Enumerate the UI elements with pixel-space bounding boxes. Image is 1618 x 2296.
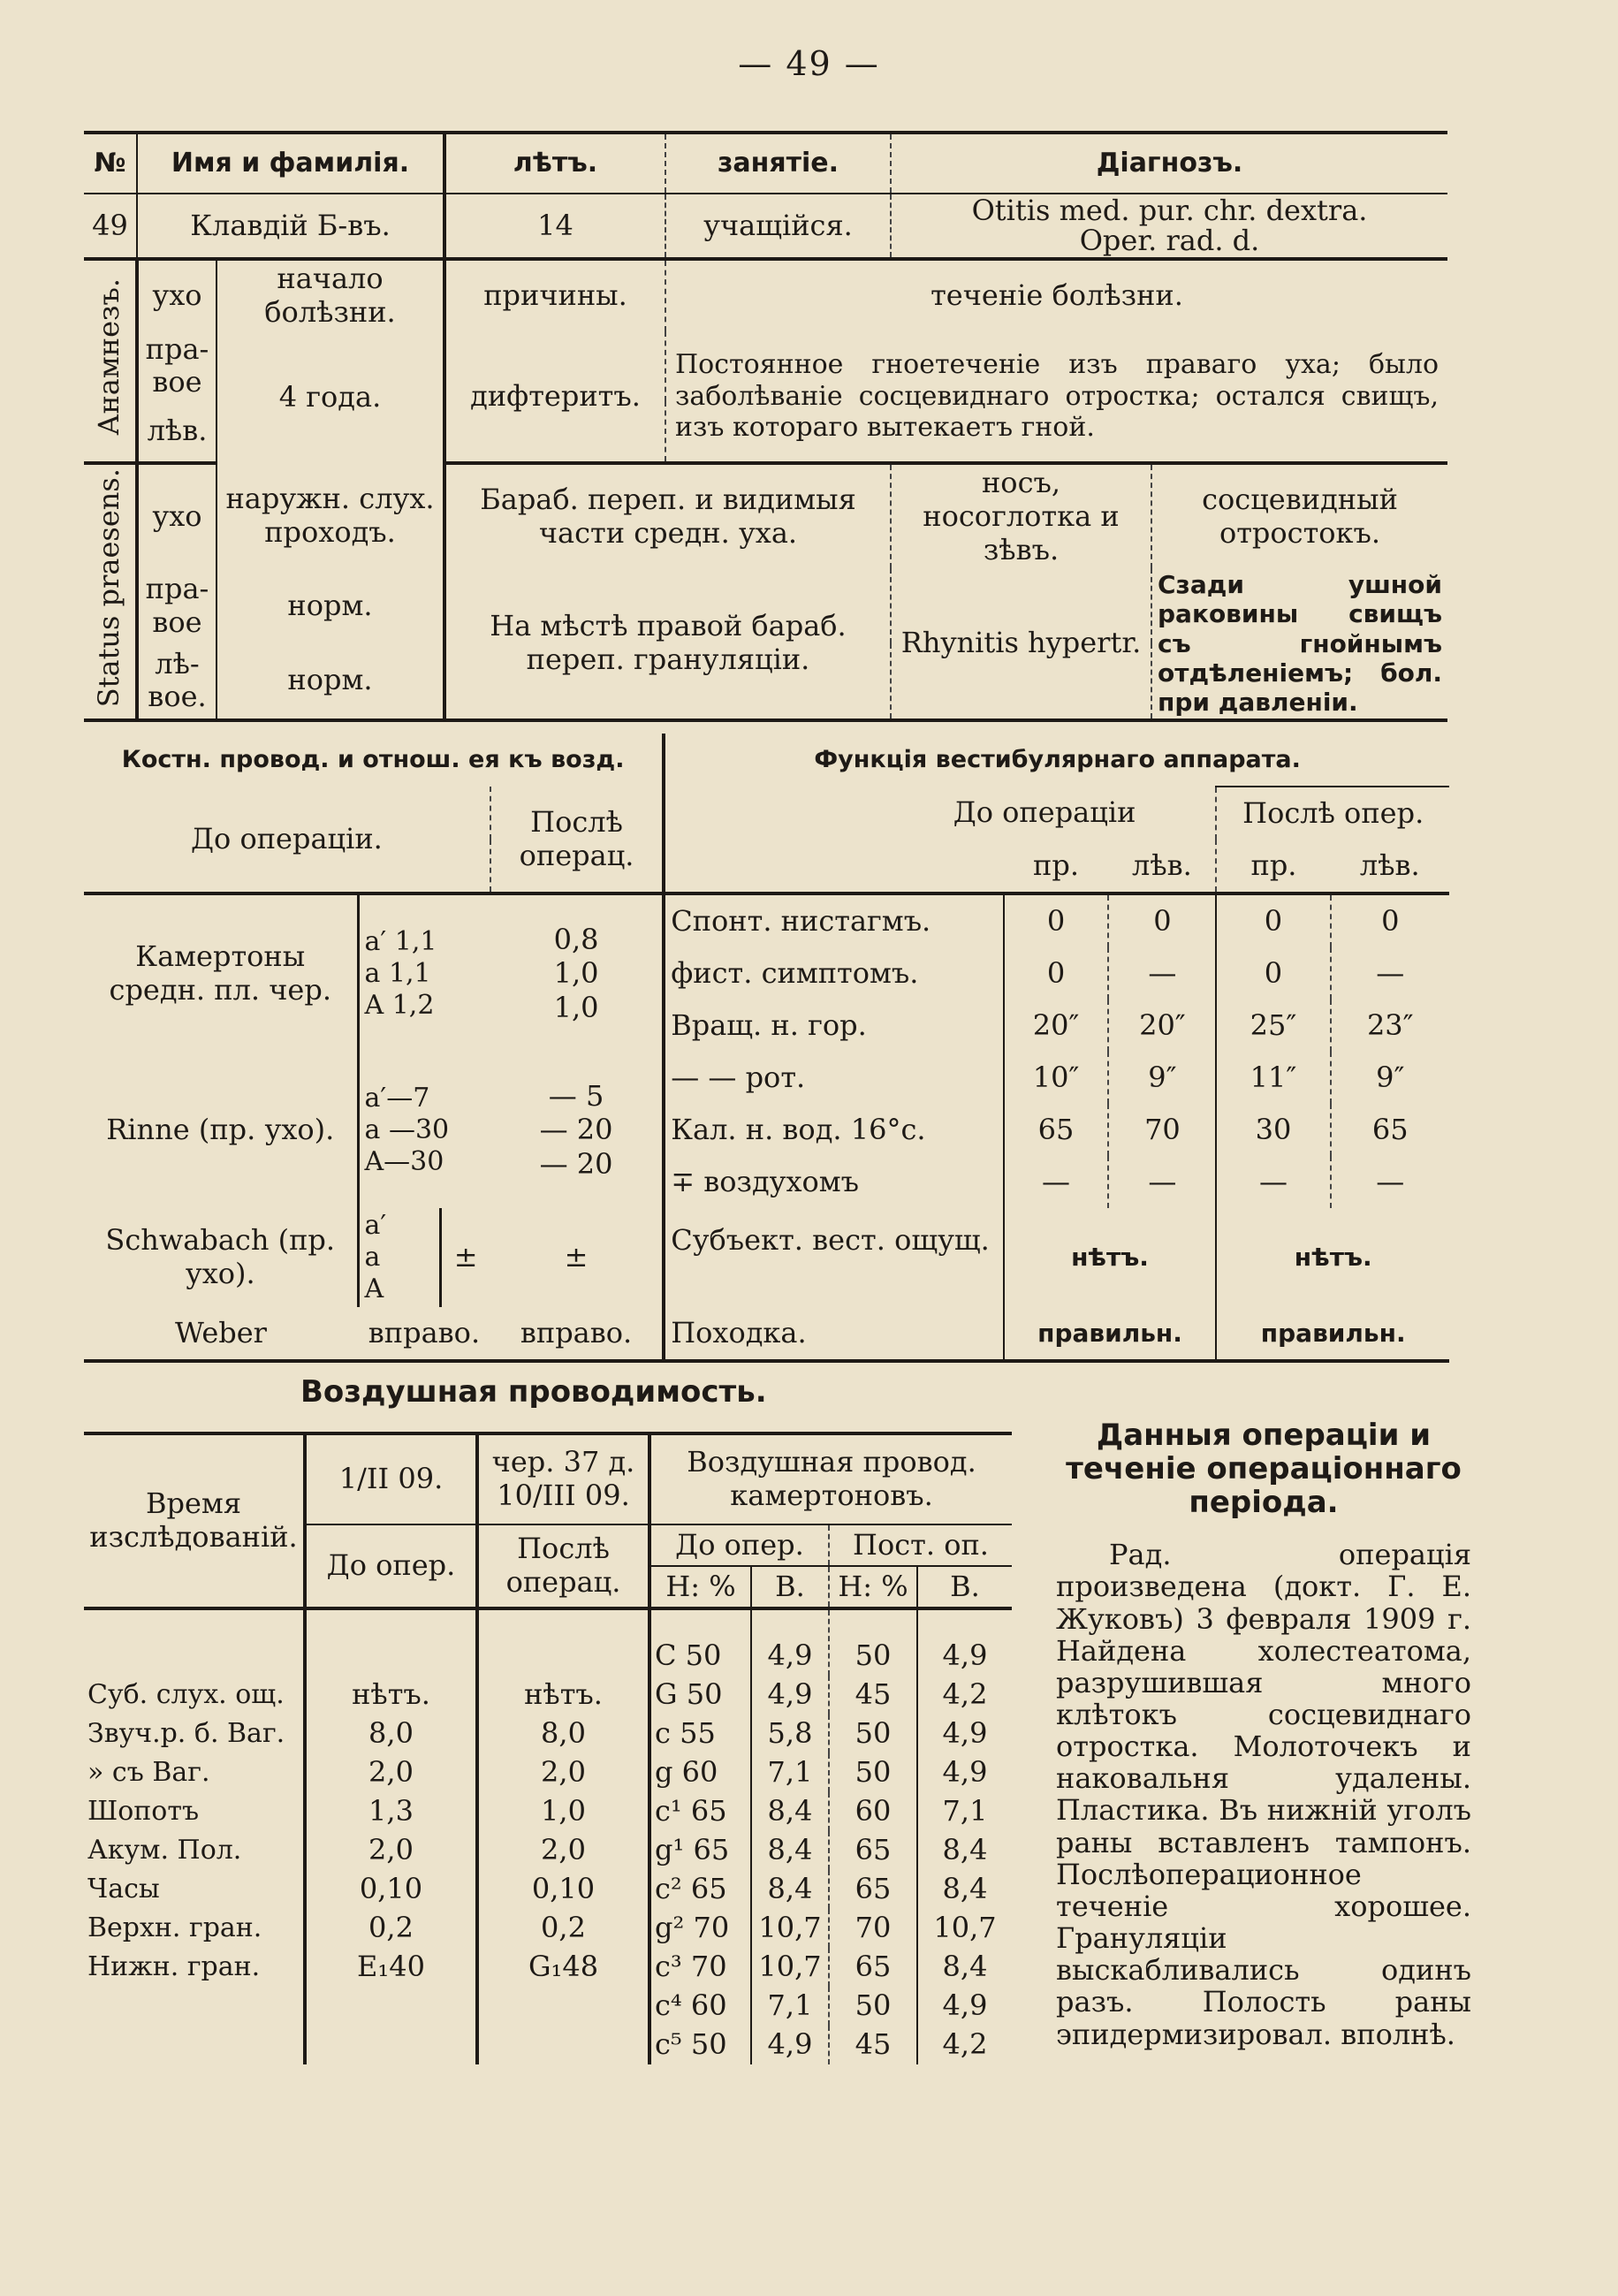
gait-before: правильн. [1004, 1307, 1217, 1361]
bone-row-label: Rinne (пр. ухо). [106, 1112, 335, 1146]
cause-value: дифтеритъ. [444, 331, 665, 464]
measure-label [84, 1987, 305, 2026]
bone-sub: a —30 [364, 1114, 450, 1145]
vest-row-label: Кал. н. вод. 16°c. [664, 1104, 1003, 1156]
vest-value: — [1216, 1156, 1330, 1208]
nose-header: носъ, носоглотка и зѣвъ. [891, 463, 1151, 568]
bone-sub: a′—7 [364, 1082, 430, 1114]
gait-label: Походка. [664, 1307, 1003, 1361]
fork-b-after: 4,2 [942, 2027, 988, 2062]
bone-sub: A [364, 1273, 384, 1304]
vest-value: 0 [1381, 903, 1400, 938]
bone-sub: a′ [364, 1210, 387, 1241]
h-col-2: H: % [829, 1566, 917, 1608]
status-ear-label: ухо [137, 463, 216, 568]
fork-b-after: 4,9 [942, 1755, 988, 1790]
air-row [84, 1831, 1012, 1870]
fork-b-before: 7,1 [751, 1987, 829, 2026]
fork-name: g² 70 [649, 1909, 751, 1948]
col-number-header: № [84, 133, 137, 194]
vest-value: 20″ [1004, 1000, 1109, 1052]
bone-sub-values [358, 1208, 440, 1307]
col-diagnosis-header: Діагнозъ. [891, 133, 1447, 194]
fork-before: До опер. [649, 1524, 829, 1566]
measure-after: G₁48 [477, 1948, 649, 1987]
measure-before: 2,0 [305, 1753, 477, 1792]
measure-after [477, 1987, 649, 2026]
vest-subj-before: нѣтъ. [1004, 1208, 1217, 1307]
h-col-1: H: % [649, 1566, 751, 1608]
bone-after-header: Послѣ операц. [490, 787, 664, 893]
fork-h-after: 65 [829, 1948, 917, 1987]
fork-b-after: 4,2 [942, 1677, 988, 1712]
bone-row-label: Schwabach (пр. ухо). [105, 1223, 336, 1290]
course-header: теченіе болѣзни. [931, 278, 1183, 313]
measure-before: 0,10 [305, 1870, 477, 1909]
vestibular-header: Функція вестибулярнаго аппарата. [814, 745, 1301, 773]
bone-before-header: До операціи. [84, 787, 490, 893]
measure-before: 8,0 [305, 1714, 477, 1753]
vest-value: — [1108, 947, 1216, 1000]
schwabach-pm: ± [453, 1240, 478, 1274]
measure-label: Шопотъ [84, 1792, 305, 1831]
vest-value: 10″ [1004, 1052, 1109, 1104]
bone-header: Костн. провод. и отнош. ея къ возд. [84, 734, 664, 787]
fork-h-after: 50 [829, 1753, 917, 1792]
anamnesis-label: Анамнезъ. [92, 278, 126, 437]
bone-after: — 20 [539, 1146, 613, 1181]
fork-b-before: 10,7 [751, 1948, 829, 1987]
measure-before: E₁40 [305, 1948, 477, 1987]
bone-after: 0,8 [553, 922, 599, 956]
vest-value: — [1376, 1164, 1405, 1198]
schwabach-after: ± [490, 1208, 664, 1307]
vest-value: 0 [1108, 893, 1216, 947]
measure-before: 2,0 [305, 1831, 477, 1870]
fork-name: c² 65 [649, 1870, 751, 1909]
measure-label: Часы [84, 1870, 305, 1909]
anamnesis-right-label: пра- вое [137, 331, 216, 402]
vest-value: — [1004, 1156, 1109, 1208]
measure-after [477, 1608, 649, 1676]
air-row [84, 1753, 1012, 1792]
measure-label: Верхн. гран. [84, 1909, 305, 1948]
canal-right: норм. [216, 568, 444, 643]
vest-value: 30 [1216, 1104, 1330, 1156]
fork-name: c 55 [649, 1714, 751, 1753]
mastoid-header: сосцевидный отростокъ. [1202, 483, 1398, 550]
col-age-header: лѣтъ. [444, 133, 665, 194]
fork-name: G 50 [649, 1676, 751, 1714]
measure-label [84, 1608, 305, 1676]
gait-after: правильн. [1216, 1307, 1449, 1361]
date-2-after: Послѣ операц. [477, 1524, 649, 1608]
air-row [84, 1987, 1012, 2026]
fork-b-after: 4,9 [942, 1638, 988, 1673]
vest-value: 65 [1371, 1112, 1409, 1146]
diagnosis-line-2: Oper. rad. d. [1079, 223, 1260, 257]
b-col-2: B. [917, 1566, 1012, 1608]
fork-b-before: 7,1 [751, 1753, 829, 1792]
fork-b-after: 8,4 [942, 1872, 988, 1906]
b-col-1: B. [751, 1566, 829, 1608]
measure-label: Звуч.р. б. Ваг. [84, 1714, 305, 1753]
nose-value: Rhynitis hypertr. [891, 568, 1151, 719]
date-2: чер. 37 д. 10/III 09. [477, 1433, 649, 1524]
fork-name: c⁴ 60 [649, 1987, 751, 2026]
fork-b-before: 4,9 [751, 1608, 829, 1676]
vest-value: 0 [1216, 893, 1330, 947]
vest-row-label: Вращ. н. гор. [664, 1000, 1003, 1052]
vest-row-label: Спонт. нистагмъ. [664, 893, 1003, 947]
status-left-label: лѣ- вое. [137, 643, 216, 720]
bone-sub: a [364, 1242, 381, 1273]
fork-b-after: 4,9 [942, 1716, 988, 1751]
measure-before: 1,3 [305, 1792, 477, 1831]
measure-label: Акум. Пол. [84, 1831, 305, 1870]
measure-before [305, 1987, 477, 2026]
vest-after-header: Послѣ опер. [1216, 787, 1449, 840]
bone-after: — 20 [539, 1113, 613, 1147]
vest-row-label: — — рот. [664, 1052, 1003, 1104]
canal-left: норм. [216, 643, 444, 720]
fork-h-after: 70 [829, 1909, 917, 1948]
vest-subj-label: Субъект. вест. ощущ. [664, 1208, 1003, 1273]
bone-after-values [490, 893, 664, 1052]
status-right-label: пра- вое [137, 568, 216, 643]
fork-b-after: 8,4 [942, 1950, 988, 1984]
fork-h-after: 45 [829, 1676, 917, 1714]
vest-value: 20″ [1108, 1000, 1216, 1052]
measure-before [305, 2026, 477, 2064]
vest-value: 0 [1004, 893, 1109, 947]
conduction-vestibular-table [84, 734, 1449, 1363]
status-label: Status praesens. [92, 468, 126, 708]
time-header: Время изслѣдованій. [84, 1433, 305, 1608]
air-row [84, 1909, 1012, 1948]
date-1: 1/II 09. [305, 1433, 477, 1524]
vest-row-label: фист. симптомъ. [664, 947, 1003, 1000]
measure-after: 2,0 [477, 1831, 649, 1870]
measure-before: нѣтъ. [305, 1676, 477, 1714]
air-row [84, 1870, 1012, 1909]
patient-name: Клавдій Б-въ. [137, 194, 444, 259]
vest-subj-after: нѣтъ. [1294, 1243, 1372, 1273]
measure-after: 0,2 [477, 1909, 649, 1948]
air-title: Воздушная проводимость. [300, 1374, 767, 1410]
fork-name: g¹ 65 [649, 1831, 751, 1870]
onset-header: начало болѣзни. [216, 259, 444, 331]
bone-sub: A—30 [364, 1145, 444, 1177]
air-row [84, 1676, 1012, 1714]
vest-value: 25″ [1216, 1000, 1330, 1052]
vest-after-left: лѣв. [1331, 840, 1449, 893]
air-row [84, 1948, 1012, 1987]
bone-after: — 5 [548, 1078, 604, 1113]
bone-row-label: Камертоны средн. пл. чер. [109, 939, 331, 1007]
air-conduction-table [84, 1432, 1012, 2064]
fork-b-before: 10,7 [751, 1909, 829, 1948]
vest-value: 0 [1004, 947, 1109, 1000]
fork-after: Пост. оп. [829, 1524, 1012, 1566]
patient-diagnosis [891, 194, 1447, 259]
measure-label: Суб. слух. ощ. [84, 1676, 305, 1714]
fork-header: Воздушная провод. камертоновъ. [649, 1433, 1012, 1524]
vest-value: 65 [1004, 1104, 1109, 1156]
drum-value: На мѣстѣ правой бараб. переп. грануляціи. [444, 568, 891, 719]
measure-label [84, 2026, 305, 2064]
measure-after: нѣтъ. [477, 1676, 649, 1714]
patient-table [84, 131, 1447, 722]
status-label-cell [84, 463, 137, 719]
vest-value: 11″ [1216, 1052, 1330, 1104]
fork-h-after: 50 [829, 1608, 917, 1676]
fork-h-after: 65 [829, 1831, 917, 1870]
air-row [84, 2026, 1012, 2064]
fork-b-after: 4,9 [942, 1988, 988, 2023]
date-1-before: До опер. [305, 1524, 477, 1608]
weber-after: вправо. [490, 1307, 664, 1361]
anamnesis-label-cell [84, 259, 137, 463]
vest-value: 23″ [1366, 1007, 1414, 1042]
bone-after: 1,0 [553, 956, 599, 991]
bone-sub-values [358, 893, 490, 1052]
vest-before-header: До операціи [953, 795, 1136, 830]
fork-b-before: 8,4 [751, 1870, 829, 1909]
drum-header: Бараб. переп. и видимыя части средн. уха. [444, 463, 891, 568]
fork-h-after: 45 [829, 2026, 917, 2064]
bone-after-values [490, 1052, 664, 1208]
cause-header: причины. [444, 259, 665, 331]
fork-name: c³ 70 [649, 1948, 751, 1987]
mastoid-value: Сзади ушной раковины свищъ съ гнойнымъ отдѣленіемъ; бол. при давленіи. [1151, 568, 1447, 719]
operation-title: Данныя операціи и теченіе операціоннаго періода. [1066, 1418, 1462, 1521]
vest-value: 9″ [1376, 1060, 1405, 1094]
fork-b-after: 8,4 [942, 1833, 988, 1867]
measure-after: 2,0 [477, 1753, 649, 1792]
fork-h-after: 50 [829, 1987, 917, 2026]
vest-after-right: пр. [1216, 840, 1330, 893]
vest-before-right: пр. [1004, 840, 1109, 893]
weber-before: вправо. [358, 1307, 490, 1361]
vest-value: — [1376, 955, 1405, 990]
fork-h-after: 50 [829, 1714, 917, 1753]
diagnosis-line-1: Otitis med. pur. chr. dextra. [971, 194, 1368, 227]
anamnesis-ear-label: ухо [137, 259, 216, 331]
onset-value: 4 года. [216, 331, 444, 464]
fork-b-before: 4,9 [751, 2026, 829, 2064]
vest-value: 70 [1108, 1104, 1216, 1156]
air-row [84, 1792, 1012, 1831]
bone-sub: a′ 1,1 [364, 925, 437, 957]
fork-b-after: 10,7 [933, 1911, 997, 1945]
fork-name: c⁵ 50 [649, 2026, 751, 2064]
fork-b-before: 8,4 [751, 1792, 829, 1831]
operation-notes [1056, 1418, 1471, 2050]
col-name-header: Имя и фамилія. [137, 133, 444, 194]
vest-row-label: ∓ воздухомъ [664, 1156, 1003, 1208]
fork-b-before: 8,4 [751, 1831, 829, 1870]
fork-name: C 50 [649, 1608, 751, 1676]
vest-blank [664, 1273, 1003, 1307]
vest-value: — [1108, 1156, 1216, 1208]
operation-text: Рад. операція произведена (докт. Г. Е. Жуковъ) 3 февраля 1909 г. Найдена холестеатома, разрушившая много клѣтокъ сосцевиднаго отростка. Молоточекъ и наковальня удалены. Пластика. Въ нижній уголъ раны вставленъ тампонъ. Послѣоперационное теченіе хорошее. Грануляціи выскабливались одинъ разъ. Полость раны эпидермизировал. вполнѣ. [1056, 1538, 1471, 2051]
page-number: — 49 — [738, 44, 880, 83]
measure-after [477, 2026, 649, 2064]
fork-name: c¹ 65 [649, 1792, 751, 1831]
bone-after: 1,0 [553, 990, 599, 1024]
patient-occupation: учащійся. [665, 194, 891, 259]
weber-label: Weber [84, 1307, 358, 1361]
measure-label: Нижн. гран. [84, 1948, 305, 1987]
vest-before-left: лѣв. [1108, 840, 1216, 893]
anamnesis-left-label: лѣв. [137, 401, 216, 463]
canal-header: наружн. слух. проходъ. [216, 463, 444, 568]
measure-before [305, 1608, 477, 1676]
fork-b-before: 5,8 [751, 1714, 829, 1753]
air-row [84, 1608, 1012, 1676]
bone-sub: A 1,2 [364, 989, 435, 1021]
fork-h-after: 65 [829, 1870, 917, 1909]
vest-value: 9″ [1108, 1052, 1216, 1104]
measure-before: 0,2 [305, 1909, 477, 1948]
air-row [84, 1714, 1012, 1753]
fork-b-before: 4,9 [751, 1676, 829, 1714]
fork-name: g 60 [649, 1753, 751, 1792]
patient-number: 49 [84, 194, 137, 259]
measure-after: 0,10 [477, 1870, 649, 1909]
bone-sub: a 1,1 [364, 957, 431, 989]
vest-blank [664, 840, 1003, 893]
measure-after: 8,0 [477, 1714, 649, 1753]
col-occupation-header: занятіе. [665, 133, 891, 194]
course-text: Постоянное гноетеченіе изъ праваго уха; было заболѣваніе сосцевиднаго отростка; остался свищъ, изъ котораго вытекаетъ гной. [665, 331, 1447, 464]
fork-b-after: 7,1 [942, 1794, 988, 1828]
bone-sub-values [358, 1052, 490, 1208]
vest-value: 0 [1216, 947, 1330, 1000]
measure-label: » съ Ваг. [84, 1753, 305, 1792]
measure-after: 1,0 [477, 1792, 649, 1831]
patient-age: 14 [444, 194, 665, 259]
fork-h-after: 60 [829, 1792, 917, 1831]
